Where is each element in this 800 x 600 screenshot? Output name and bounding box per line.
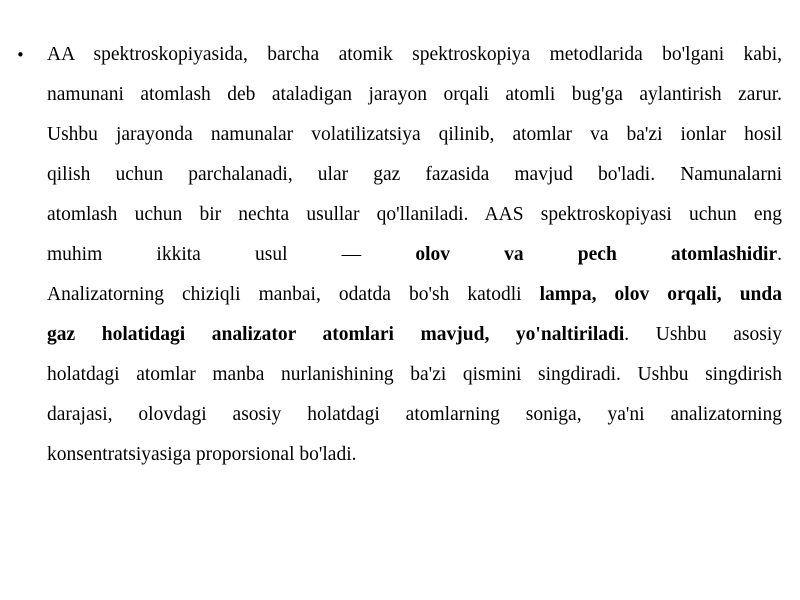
line-text: Analizatorning chiziqli manbai, odatda bo'sh katodli — [47, 284, 540, 305]
paragraph-line — [47, 35, 782, 75]
paragraph-line — [47, 155, 782, 195]
line-text: AA spektroskopiyasida, barcha atomik spektroskopiya metodlarida bo'lgani kabi, — [47, 44, 782, 65]
line-text: qilish uchun parchalanadi, ular gaz fazasida mavjud bo'ladi. Namunalarni — [47, 164, 782, 185]
line-text: muhim ikkita usul — — [47, 244, 416, 265]
line-text: darajasi, olovdagi asosiy holatdagi atomlarning soniga, ya'ni analizatorning — [47, 404, 782, 425]
paragraph-line — [47, 195, 782, 235]
line-text: Ushbu jarayonda namunalar volatilizatsiya qilinib, atomlar va ba'zi ionlar hosil — [47, 124, 782, 145]
bullet-item — [16, 35, 782, 475]
paragraph-line — [47, 435, 782, 475]
paragraph-line — [47, 395, 782, 435]
line-text: konsentratsiyasiga proporsional bo'ladi. — [47, 444, 357, 465]
paragraph-line — [47, 355, 782, 395]
paragraph-line — [47, 75, 782, 115]
body-paragraph — [47, 35, 782, 475]
paragraph-line — [47, 315, 782, 355]
bullet-icon: • — [16, 46, 25, 64]
line-text: atomlash uchun bir nechta usullar qo'llaniladi. AAS spektroskopiyasi uchun eng — [47, 204, 782, 225]
line-text: . Ushbu asosiy — [624, 324, 782, 345]
paragraph-line — [47, 275, 782, 315]
paragraph-line — [47, 115, 782, 155]
line-text: namunani atomlash deb ataladigan jarayon orqali atomli bug'ga aylantirish zarur. — [47, 84, 782, 105]
bold-text: gaz holatidagi analizator atomlari mavjud, yo'naltiriladi — [47, 324, 625, 345]
bold-text: olov va pech atomlashidir — [415, 244, 778, 265]
paragraph-line — [47, 235, 782, 275]
line-text: holatdagi atomlar manba nurlanishining ba'zi qismini singdiradi. Ushbu singdirish — [47, 364, 782, 385]
bold-text: lampa, olov orqali, unda — [539, 284, 782, 305]
line-text: . — [777, 244, 783, 265]
